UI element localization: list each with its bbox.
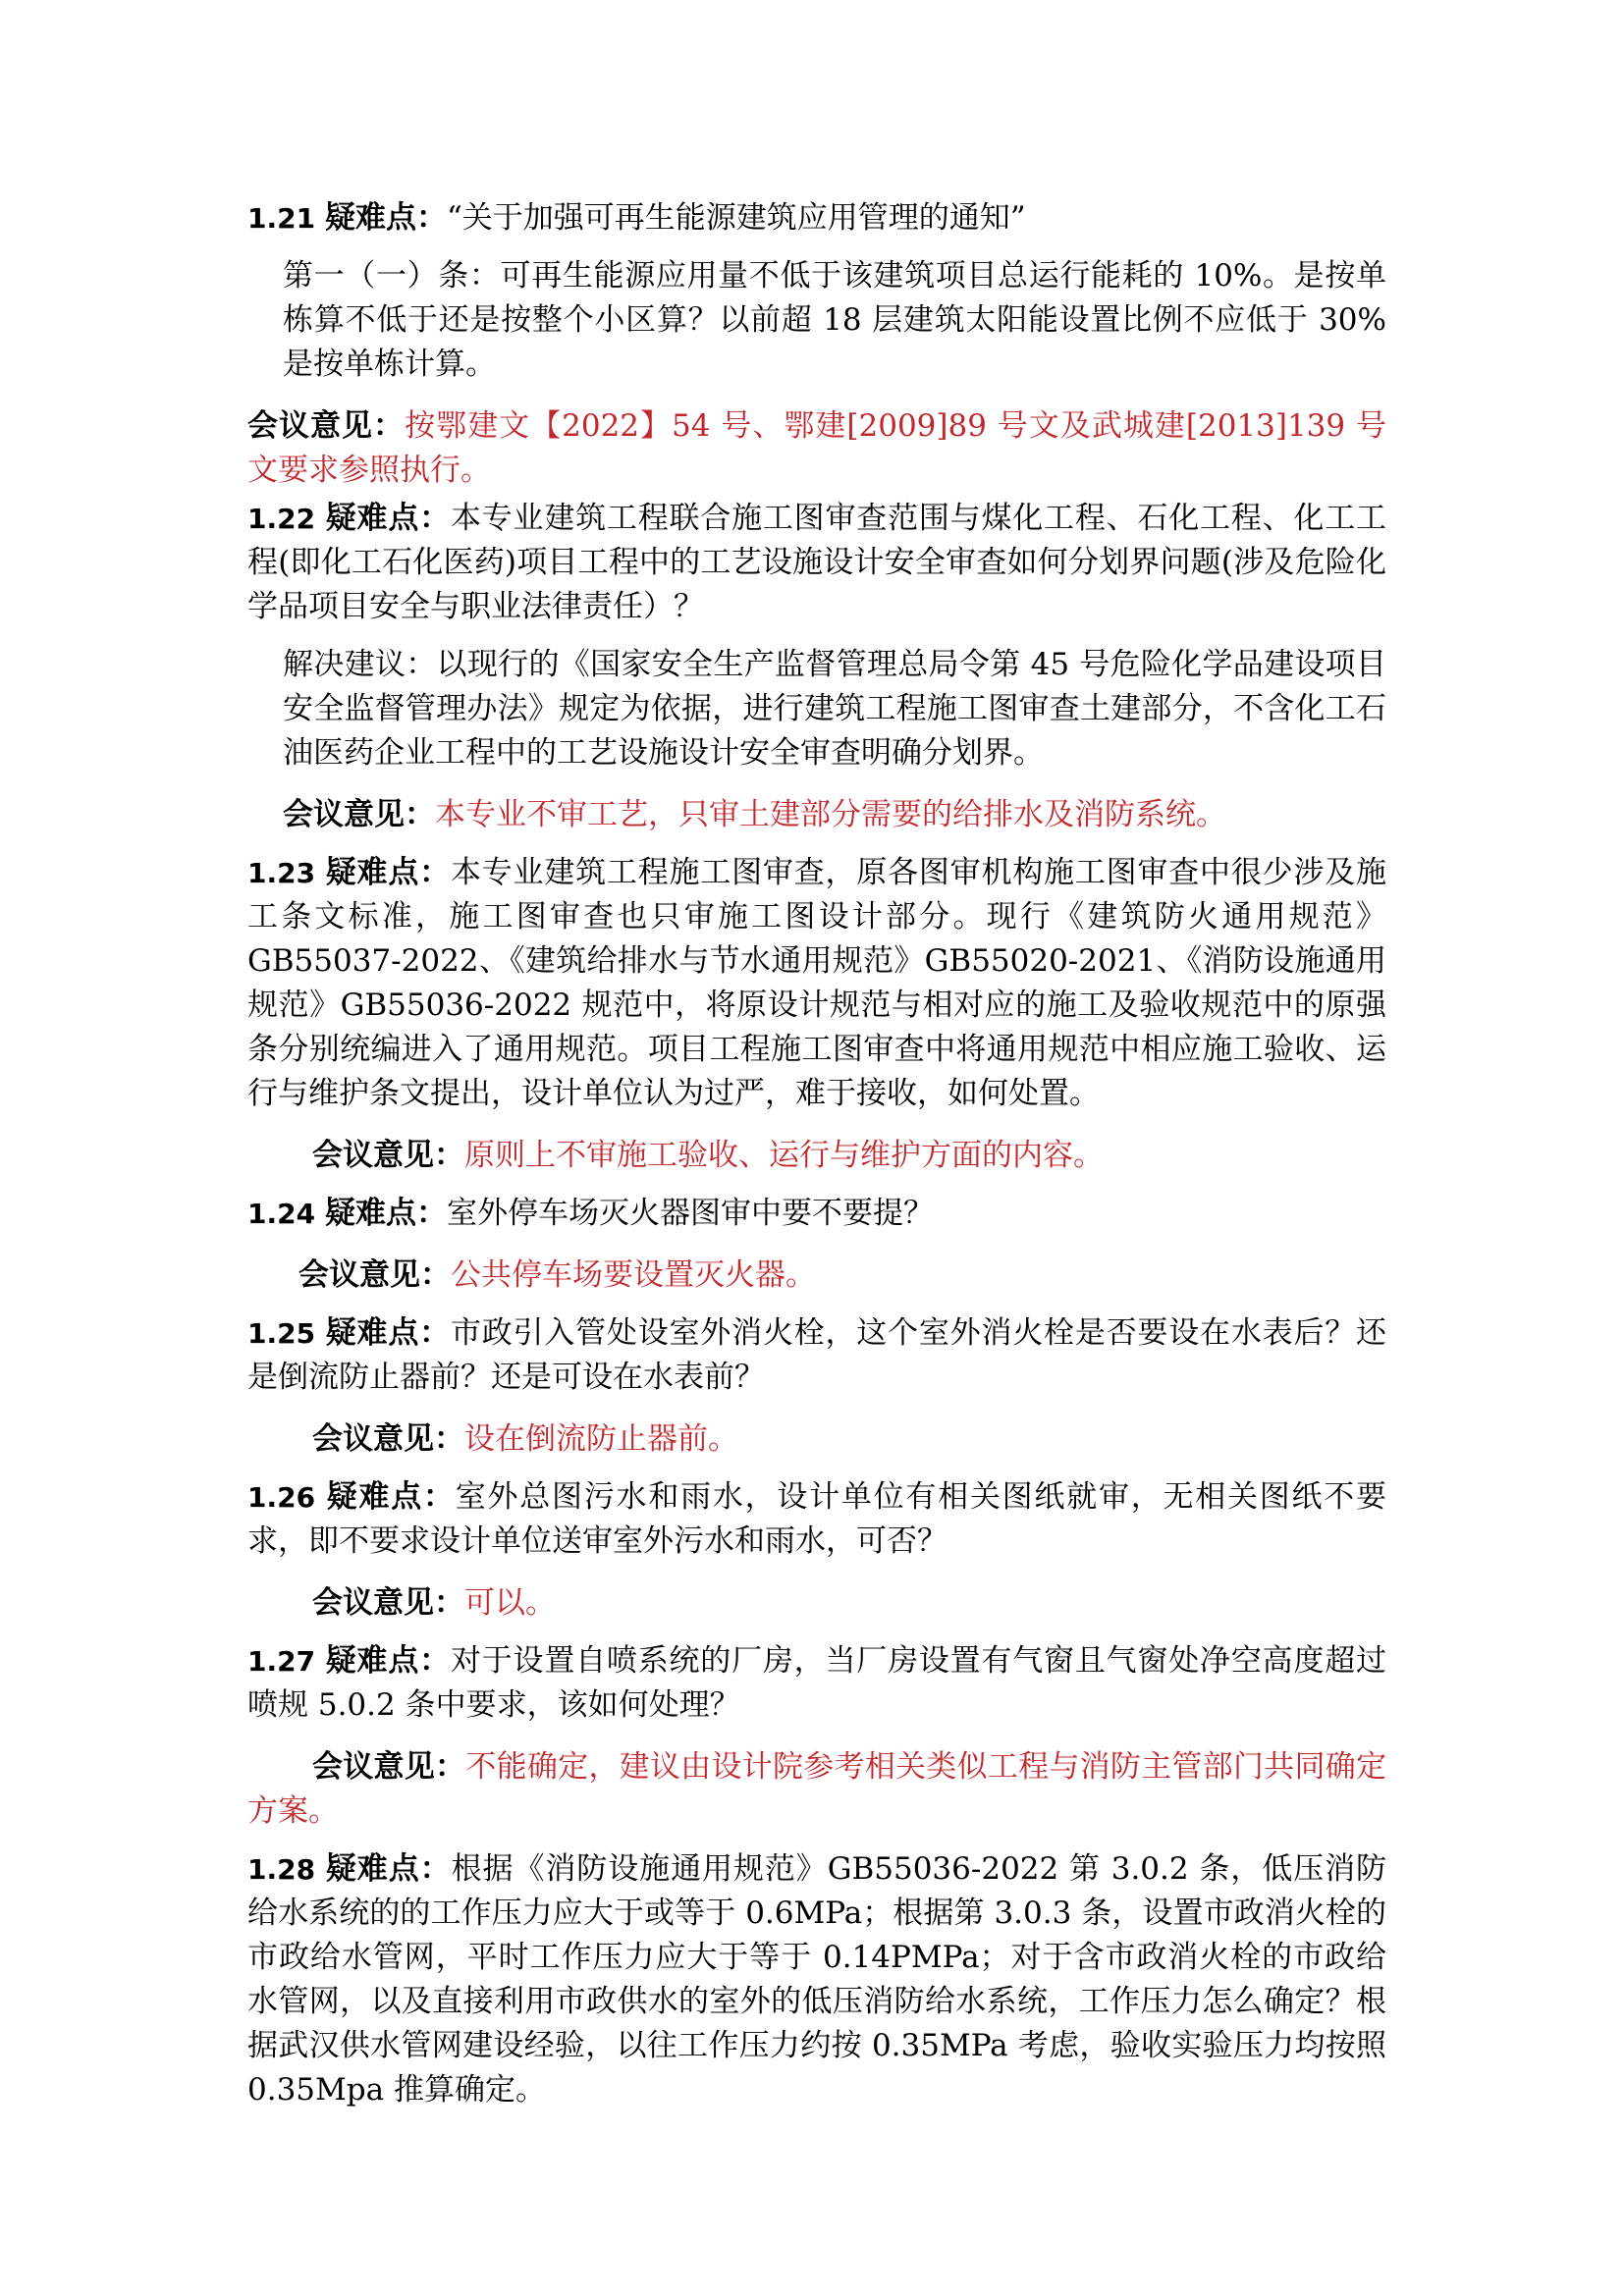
question-text: 室外总图污水和雨水，设计单位有相关图纸就审，无相关图纸不要求，即不要求设计单位送审室外污水和雨水，可否？: [247, 1479, 1387, 1559]
opinion-label: 会议意见：: [312, 1749, 466, 1785]
opinion-text: 按鄂建文【2022】54 号、鄂建[2009]89 号文及武城建[2013]139 号文要求参照执行。: [247, 408, 1386, 488]
question-text: 室外停车场灭火器图审中要不要提？: [446, 1196, 934, 1231]
detail-1-21: 第一（一）条：可再生能源应用量不低于该建筑项目总运行能耗的 10%。是按单栋算不低于还是按整个小区算？以前超 18 层建筑太阳能设置比例不应低于 30%是按单栋计算。: [283, 258, 1386, 382]
item-number: 1.28: [247, 1853, 316, 1886]
opinion-label: 会议意见：: [312, 1585, 464, 1621]
opinion-1-25: [247, 1417, 1386, 1462]
item-number: 1.23: [247, 857, 316, 889]
document-body: [247, 192, 1386, 2112]
opinion-label: 会议意见：: [283, 797, 435, 832]
question-label: 疑难点：: [324, 1196, 447, 1231]
item-number: 1.26: [247, 1481, 316, 1514]
opinion-label: 会议意见：: [312, 1421, 464, 1457]
detail-1-22: 解决建议：以现行的《国家安全生产监督管理总局令第 45 号危险化学品建设项目安全监督管理办法》规定为依据，进行建筑工程施工图审查土建部分，不含化工石油医药企业工程中的工艺设施设计安全审查明确分划界。: [283, 647, 1386, 771]
question-1-25: [247, 1311, 1386, 1400]
opinion-1-21: [247, 404, 1386, 493]
opinion-text: 设在倒流防止器前。: [464, 1421, 738, 1457]
opinion-text: 原则上不审施工验收、运行与维护方面的内容。: [464, 1138, 1104, 1173]
opinion-1-24: [247, 1254, 1386, 1298]
question-1-27: [247, 1639, 1386, 1728]
opinion-label: 会议意见：: [247, 408, 406, 444]
question-1-21: [247, 196, 1386, 240]
question-text: 对于设置自喷系统的厂房，当厂房设置有气窗且气窗处净空高度超过喷规 5.0.2 条中要求，该如何处理？: [247, 1643, 1387, 1723]
question-text: 本专业建筑工程施工图审查，原各图审机构施工图审查中很少涉及施工条文标准，施工图审查也只审施工图设计部分。现行《建筑防火通用规范》GB55037-2022、《建筑给排水与节水通用规范》GB55020-2021、《消防设施通用规范》GB55036-2022 规范中，将原设计规范与相对应的施工及验收规范中的原强条分别统编进入了通用规范。项目工程施工图审查中将通用规范中相应施工验收、运行与维护条文提出，设计单位认为过严，难于接收，如何处置。: [247, 855, 1387, 1111]
opinion-label: 会议意见：: [312, 1138, 464, 1173]
opinion-text: 可以。: [464, 1585, 556, 1621]
item-number: 1.24: [247, 1198, 316, 1230]
opinion-1-22: [247, 793, 1386, 837]
question-text: 市政引入管处设室外消火栓，这个室外消火栓是否要设在水表后？还是倒流防止器前？还是可设在水表前？: [247, 1315, 1387, 1395]
item-number: 1.27: [247, 1645, 316, 1678]
question-label: 疑难点：: [325, 1851, 452, 1887]
question-text: 本专业建筑工程联合施工图审查范围与煤化工程、石化工程、化工工程(即化工石化医药)项目工程中的工艺设施设计安全审查如何分划界问题(涉及危险化学品项目安全与职业法律责任）？: [247, 501, 1387, 624]
question-label: 疑难点：: [326, 1479, 456, 1515]
opinion-1-23: [247, 1134, 1386, 1178]
item-number: 1.22: [247, 503, 316, 535]
item-number: 1.21: [247, 202, 316, 235]
question-1-23: [247, 851, 1386, 1116]
opinion-1-26: [247, 1581, 1386, 1626]
question-label: 疑难点：: [325, 855, 451, 890]
question-1-26: [247, 1475, 1386, 1564]
opinion-text: 公共停车场要设置灭火器。: [451, 1257, 816, 1293]
opinion-text: 本专业不审工艺，只审土建部分需要的给排水及消防系统。: [435, 797, 1226, 832]
item-number: 1.25: [247, 1317, 316, 1350]
opinion-text: 不能确定，建议由设计院参考相关类似工程与消防主管部门共同确定方案。: [247, 1749, 1387, 1829]
question-1-28: [247, 1847, 1386, 2112]
question-label: 疑难点：: [325, 1315, 451, 1351]
question-label: 疑难点：: [324, 200, 447, 236]
question-1-22: [247, 497, 1386, 629]
question-text: “关于加强可再生能源建筑应用管理的通知”: [446, 200, 1026, 236]
question-1-24: [247, 1192, 1386, 1236]
opinion-label: 会议意见：: [298, 1257, 451, 1293]
opinion-1-27: [247, 1745, 1386, 1834]
question-text: 根据《消防设施通用规范》GB55036-2022 第 3.0.2 条，低压消防给水系统的的工作压力应大于或等于 0.6MPa；根据第 3.0.3 条，设置市政消火栓的市政给水管网，平时工作压力应大于等于 0.14PMPa；对于含市政消火栓的市政给水管网，以及直接利用市政供水的室外的低压消防给水系统，工作压力怎么确定？根据武汉供水管网建设经验，以往工作压力约按 0.35MPa 考虑，验收实验压力均按照 0.35Mpa 推算确定。: [247, 1851, 1387, 2108]
question-label: 疑难点：: [325, 1643, 451, 1679]
question-label: 疑难点：: [325, 501, 451, 536]
